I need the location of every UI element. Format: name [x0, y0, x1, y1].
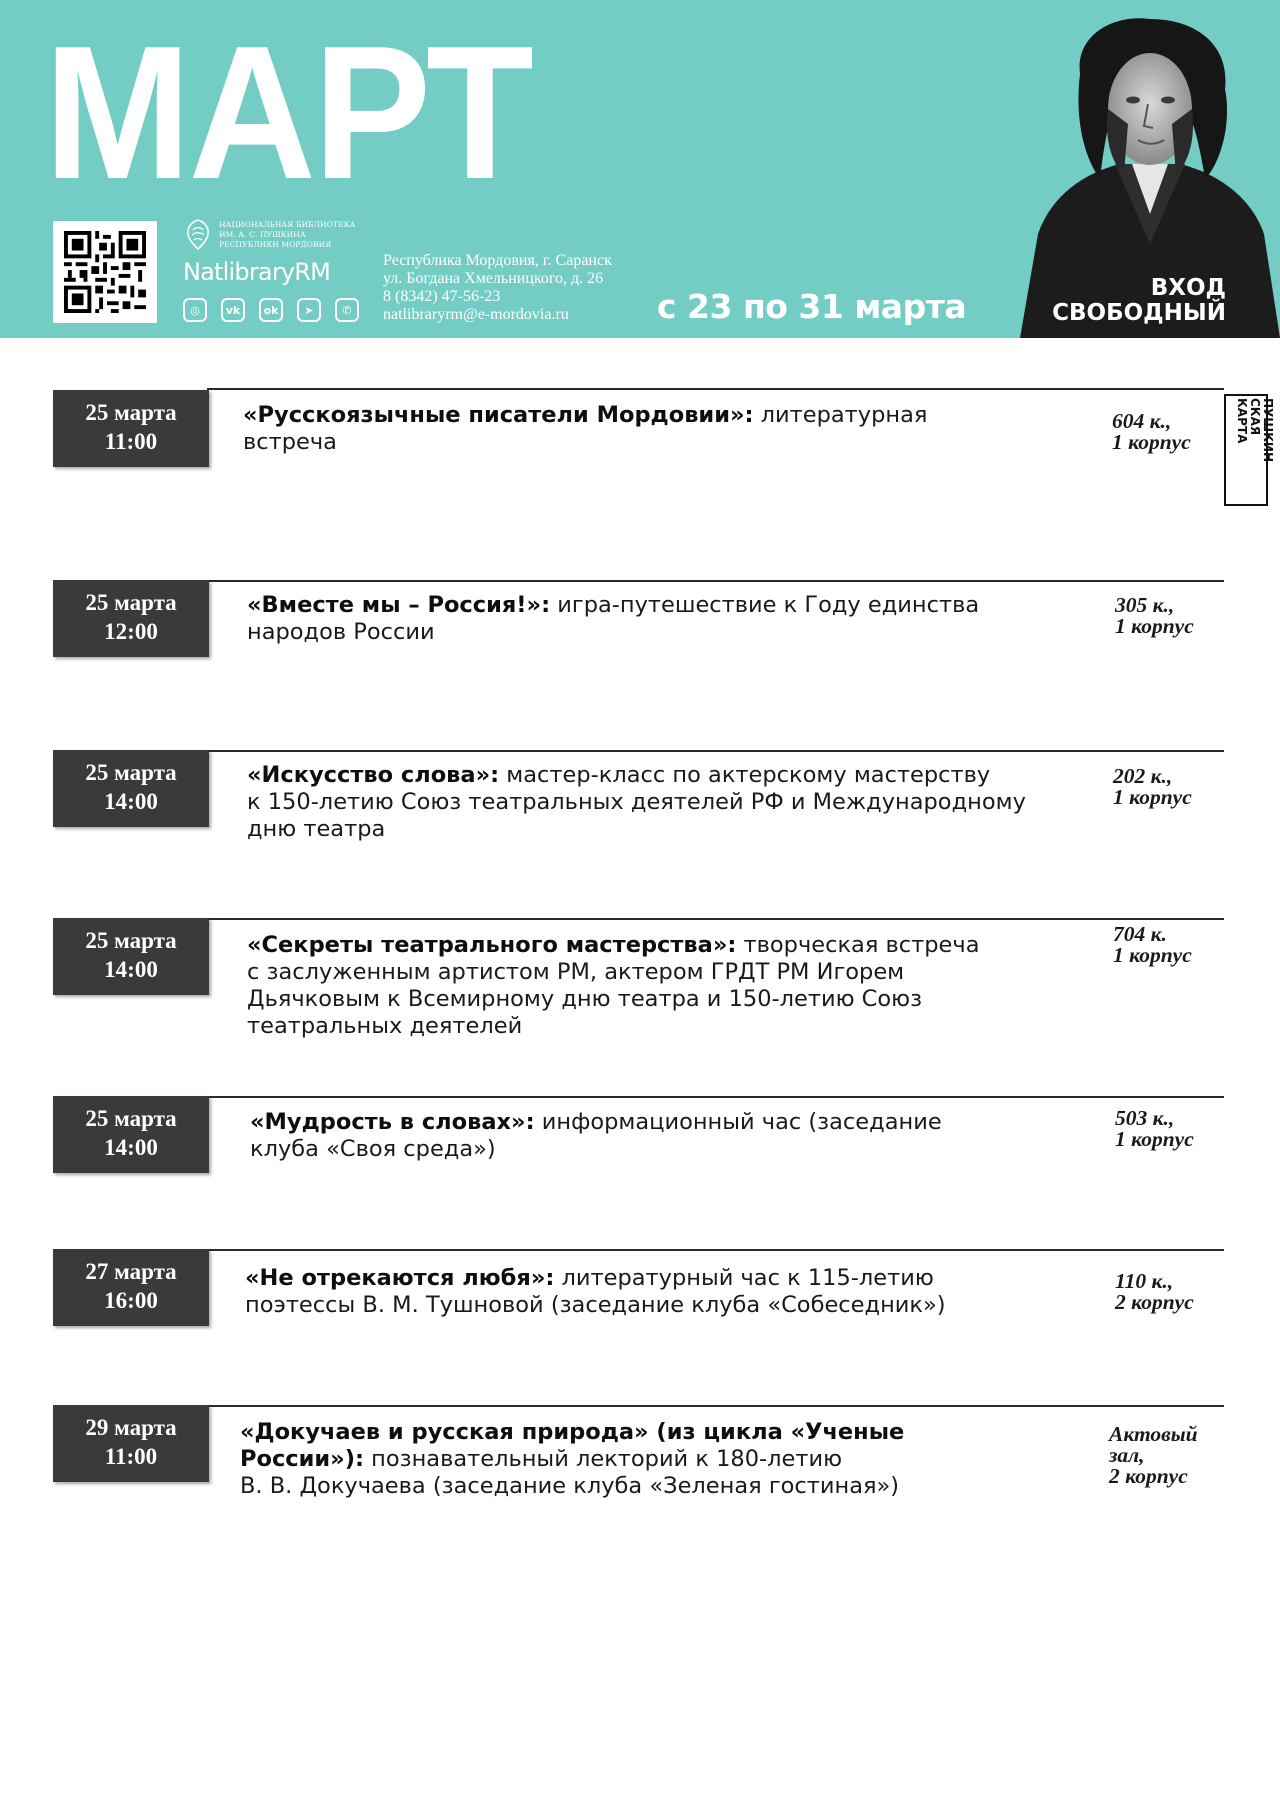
location-line: 1 корпус — [1115, 614, 1194, 638]
entry-line: СВОБОДНЫЙ — [1052, 300, 1226, 326]
location-line: 1 корпус — [1112, 430, 1191, 454]
library-name-line: ИМ. А. С. ПУШКИНА — [219, 230, 306, 239]
free-entry-label — [1046, 276, 1226, 326]
event-divider — [207, 388, 1224, 390]
event-divider — [207, 1405, 1224, 1407]
event-date: 25 марта — [85, 590, 177, 615]
description-line: театральных деятелей — [247, 1013, 523, 1039]
description-line — [247, 762, 1047, 789]
event-time: 16:00 — [104, 1288, 158, 1313]
description-text: мастер-класс по актерскому мастерству — [506, 762, 991, 788]
description-text: литературный час к 115-летию — [561, 1265, 934, 1291]
event-date-box — [53, 580, 209, 657]
description-line: дню театра — [247, 816, 386, 842]
event-location — [1113, 766, 1192, 808]
description-line: Дьячковым к Всемирному дню театра и 150-летию Союз — [247, 986, 923, 1012]
event-title: «Вместе мы – Россия!»: — [247, 592, 551, 618]
event-date-box — [53, 390, 209, 467]
event-title: «Докучаев и русская природа» (из цикла «Ученые — [240, 1419, 905, 1445]
description-line: с заслуженным артистом РМ, актером ГРДТ РМ Игорем — [247, 959, 905, 985]
library-emblem-icon — [183, 218, 213, 252]
description-line — [247, 932, 1047, 959]
location-line: 2 корпус — [1109, 1464, 1188, 1488]
event-date: 25 марта — [85, 760, 177, 785]
description-text: игра-путешествие к Году единства — [557, 592, 980, 618]
location-line: 2 корпус — [1115, 1290, 1194, 1314]
pushkin-card-badge — [1224, 394, 1275, 506]
library-full-name — [219, 220, 355, 250]
library-name-line: НАЦИОНАЛЬНАЯ БИБЛИОТЕКА — [219, 220, 356, 229]
event-location — [1115, 1108, 1194, 1150]
event-date: 29 марта — [85, 1415, 177, 1440]
event-title: России»): — [240, 1446, 364, 1472]
event-description — [245, 1265, 1045, 1319]
pushkin-card-line: КАРТА — [1235, 398, 1249, 444]
library-name-line: РЕСПУБЛИКИ МОРДОВИЯ — [219, 240, 332, 249]
description-text: познавательный лекторий к 180-летию — [371, 1446, 843, 1472]
event-time: 11:00 — [104, 429, 158, 454]
event-location — [1112, 411, 1191, 453]
location-line: 305 к., — [1115, 593, 1175, 617]
pushkin-card-line: СКАЯ — [1248, 398, 1262, 436]
description-text: информационный час (заседание — [541, 1109, 942, 1135]
description-line — [240, 1419, 1040, 1446]
pushkin-card-line: ПУШКИН — [1261, 398, 1275, 463]
description-line: встреча — [243, 429, 337, 455]
description-line — [250, 1109, 1050, 1136]
event-time: 11:00 — [104, 1444, 158, 1469]
event-description — [250, 1109, 1050, 1163]
library-logo[interactable] — [183, 218, 363, 328]
location-line: 704 к. — [1113, 922, 1167, 946]
vk-icon[interactable]: vk — [221, 298, 245, 322]
location-line: 1 корпус — [1113, 785, 1192, 809]
event-date-box — [53, 1405, 209, 1482]
website-icon[interactable]: ◎ — [183, 298, 207, 322]
date-range: с 23 по 31 марта — [657, 287, 967, 326]
odnoklassniki-icon[interactable]: ok — [259, 298, 283, 322]
phone-number: 8 (8342) 47-56-23 — [383, 288, 501, 305]
description-line: к 150-летию Союз театральных деятелей РФ и Международному — [247, 789, 1026, 815]
event-title: «Не отрекаются любя»: — [245, 1265, 555, 1291]
event-location — [1113, 924, 1192, 966]
location-line: 202 к., — [1113, 764, 1173, 788]
event-time: 14:00 — [104, 1135, 158, 1160]
event-location — [1115, 1271, 1194, 1313]
event-title: «Секреты театрального мастерства»: — [247, 932, 737, 958]
description-line — [247, 592, 1047, 619]
month-title: МАРТ — [44, 7, 532, 219]
event-description — [247, 762, 1047, 843]
event-time: 14:00 — [104, 789, 158, 814]
location-line: 604 к., — [1112, 409, 1172, 433]
location-line: Актовый — [1109, 1422, 1198, 1446]
location-line: 503 к., — [1115, 1106, 1175, 1130]
qr-code[interactable] — [53, 221, 157, 323]
event-title: «Искусство слова»: — [247, 762, 500, 788]
event-divider — [207, 918, 1224, 920]
event-title: «Русскоязычные писатели Мордовии»: — [243, 402, 754, 428]
description-text: творческая встреча — [743, 932, 980, 958]
social-links — [183, 298, 359, 322]
event-location — [1115, 595, 1194, 637]
viber-icon[interactable]: ✆ — [335, 298, 359, 322]
event-date-box — [53, 750, 209, 827]
location-line: 1 корпус — [1115, 1127, 1194, 1151]
address-line: Республика Мордовия, г. Саранск — [383, 252, 612, 269]
event-date-box — [53, 1096, 209, 1173]
event-divider — [207, 750, 1224, 752]
description-line — [243, 402, 1043, 429]
event-date: 25 марта — [85, 400, 177, 425]
event-description — [240, 1419, 1040, 1500]
event-divider — [207, 580, 1224, 582]
event-date: 25 марта — [85, 928, 177, 953]
description-text: литературная — [760, 402, 928, 428]
event-date-box — [53, 1249, 209, 1326]
location-line: зал, — [1109, 1443, 1145, 1467]
event-time: 14:00 — [104, 957, 158, 982]
description-line: В. В. Докучаева (заседание клуба «Зеленая гостиная») — [240, 1473, 900, 1499]
address-line: ул. Богдана Хмельницкого, д. 26 — [383, 270, 604, 287]
contact-address — [383, 252, 612, 324]
event-title: «Мудрость в словах»: — [250, 1109, 535, 1135]
description-line: народов России — [247, 619, 435, 645]
event-description — [247, 932, 1047, 1040]
event-description — [243, 402, 1043, 456]
description-line: клуба «Своя среда») — [250, 1136, 496, 1162]
event-date-box — [53, 918, 209, 995]
email-address[interactable]: natlibraryrm@e-mordovia.ru — [383, 306, 569, 323]
description-line — [245, 1265, 1045, 1292]
telegram-icon[interactable]: ➤ — [297, 298, 321, 322]
event-divider — [207, 1096, 1224, 1098]
description-line — [240, 1446, 1040, 1473]
location-line: 110 к., — [1115, 1269, 1174, 1293]
event-description — [247, 592, 1047, 646]
event-divider — [207, 1249, 1224, 1251]
event-date: 25 марта — [85, 1106, 177, 1131]
description-line: поэтессы В. М. Тушновой (заседание клуба «Собеседник») — [245, 1292, 946, 1318]
event-location — [1109, 1424, 1198, 1487]
entry-line: ВХОД — [1150, 275, 1226, 301]
library-brand-name: NatlibraryRM — [183, 258, 331, 286]
event-date: 27 марта — [85, 1259, 177, 1284]
header-banner — [0, 0, 1280, 338]
location-line: 1 корпус — [1113, 943, 1192, 967]
qr-code-icon — [63, 231, 147, 313]
event-time: 12:00 — [104, 619, 158, 644]
